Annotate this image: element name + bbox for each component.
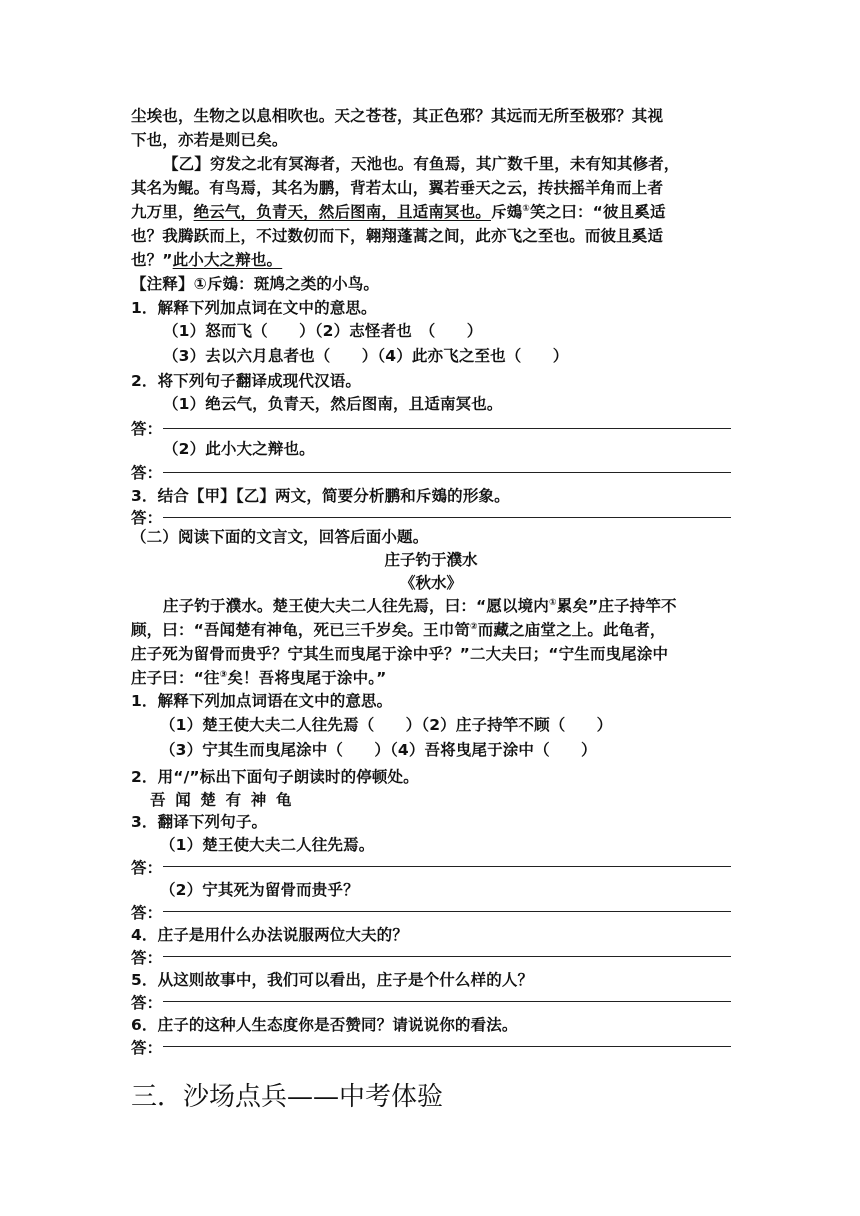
passage-line [131, 201, 731, 223]
text-segment: 也？” [131, 251, 173, 269]
question-3-item-2: （2）宁其死为留骨而贵乎？ [160, 881, 359, 899]
question-3: 3．结合【甲】【乙】两文，简要分析鹏和斥鴳的形象。 [131, 487, 510, 505]
pause-sentence: 吾 闻 楚 有 神 龟 [150, 791, 292, 809]
question-1-items-b: （3）去以六月息者也（ ）（4）此亦飞之至也（ ） [163, 347, 569, 365]
passage-line [131, 667, 731, 689]
question-2-item-2: （2）此小大之辩也。 [163, 440, 315, 458]
question-5: 5．从这则故事中，我们可以看出，庄子是个什么样的人？ [131, 971, 534, 989]
question-1: 1．解释下列加点词语在文中的意思。 [131, 692, 393, 710]
passage-line: 下也，亦若是则已矣。 [131, 131, 288, 149]
text-segment: 斥鴳 [490, 203, 523, 221]
text-segment: 累矣”庄子持竿不 [556, 597, 677, 615]
passage-line: 【乙】穷发之北有冥海者，天池也。有鱼焉，其广数千里，未有知其修者， [163, 155, 680, 173]
question-2: 2．将下列句子翻译成现代汉语。 [131, 372, 362, 390]
answer-label: 答： [131, 904, 163, 922]
question-1-items-a: （1）楚王使大夫二人往先焉（ ）（2）庄子持竿不顾（ ） [160, 716, 613, 734]
answer-label: 答： [131, 949, 163, 967]
footnote-mark: ③ [219, 669, 228, 680]
question-1-items-b: （3）宁其生而曳尾涂中（ ）（4）吾将曳尾于涂中（ ） [160, 741, 597, 759]
answer-line[interactable] [163, 1046, 731, 1047]
text-segment: 庄子曰：“往 [131, 669, 220, 687]
annotation-note: 【注释】①斥鴳：斑鸠之类的小鸟。 [131, 275, 380, 293]
question-6: 6．庄子的这种人生态度你是否赞同？请说说你的看法。 [131, 1016, 518, 1034]
underlined-sentence: 此小大之辩也。 [172, 251, 283, 269]
question-4: 4．庄子是用什么办法说服两位大夫的？ [131, 926, 408, 944]
question-3-item-1: （1）楚王使大夫二人往先焉。 [160, 836, 375, 854]
passage-line: 也？我腾跃而上，不过数仞而下，翱翔蓬蒿之间，此亦飞之至也。而彼且奚适 [131, 227, 664, 245]
underlined-sentence: 绝云气，负青天，然后图南，且适南冥也。 [193, 203, 491, 221]
answer-line[interactable] [163, 956, 731, 957]
text-segment: 顾，曰：“吾闻楚有神龟，死已三千岁矣。王巾笥 [131, 621, 470, 639]
answer-label: 答： [131, 1039, 163, 1057]
answer-label: 答： [131, 464, 163, 482]
section-3-heading: 三．沙场点兵——中考体验 [131, 1082, 444, 1112]
passage-line: 尘埃也，生物之以息相吹也。天之苍苍，其正色邪？其远而无所至极邪？其视 [131, 107, 664, 125]
question-2: 2．用“/”标出下面句子朗读时的停顿处。 [131, 768, 419, 786]
answer-line[interactable] [163, 1001, 731, 1002]
passage-line [131, 249, 731, 271]
answer-label: 答： [131, 420, 163, 438]
text-segment: 矣！吾将曳尾于涂中。” [227, 669, 387, 687]
text-segment: 庄子钓于濮水。楚王使大夫二人往先焉，曰：“愿以境内 [163, 597, 549, 615]
footnote-mark: ① [548, 597, 557, 608]
question-1: 1．解释下列加点词在文中的意思。 [131, 299, 377, 317]
part2-heading: （二）阅读下面的文言文，回答后面小题。 [131, 528, 429, 546]
text-segment: 九万里， [131, 203, 194, 221]
passage-line: 庄子死为留骨而贵乎？宁其生而曳尾于涂中乎？”二大夫曰；“宁生而曳尾涂中 [131, 645, 669, 663]
answer-line[interactable] [163, 472, 731, 473]
question-3: 3．翻译下列句子。 [131, 813, 268, 831]
answer-line[interactable] [163, 866, 731, 867]
answer-line[interactable] [163, 428, 731, 429]
footnote-mark: ① [522, 203, 531, 214]
text-segment: 而藏之庙堂之上。此龟者， [477, 621, 666, 639]
question-1-items-a: （1）怒而飞（ ）（2）志怪者也 （ ） [163, 322, 483, 340]
passage-line [163, 595, 763, 617]
passage-line: 其名为鲲。有鸟焉，其名为鹏，背若太山，翼若垂天之云，抟扶摇羊角而上者 [131, 179, 664, 197]
answer-line[interactable] [163, 517, 731, 518]
passage-source: 《秋水》 [399, 574, 462, 592]
passage-line [131, 619, 731, 641]
text-segment: 笑之曰：“彼且奚适 [530, 203, 666, 221]
footnote-mark: ② [470, 621, 478, 632]
passage-title: 庄子钓于濮水 [384, 551, 478, 569]
answer-label: 答： [131, 509, 163, 527]
answer-label: 答： [131, 859, 163, 877]
answer-line[interactable] [163, 911, 731, 912]
answer-label: 答： [131, 994, 163, 1012]
question-2-item-1: （1）绝云气，负青天，然后图南，且适南冥也。 [163, 395, 503, 413]
